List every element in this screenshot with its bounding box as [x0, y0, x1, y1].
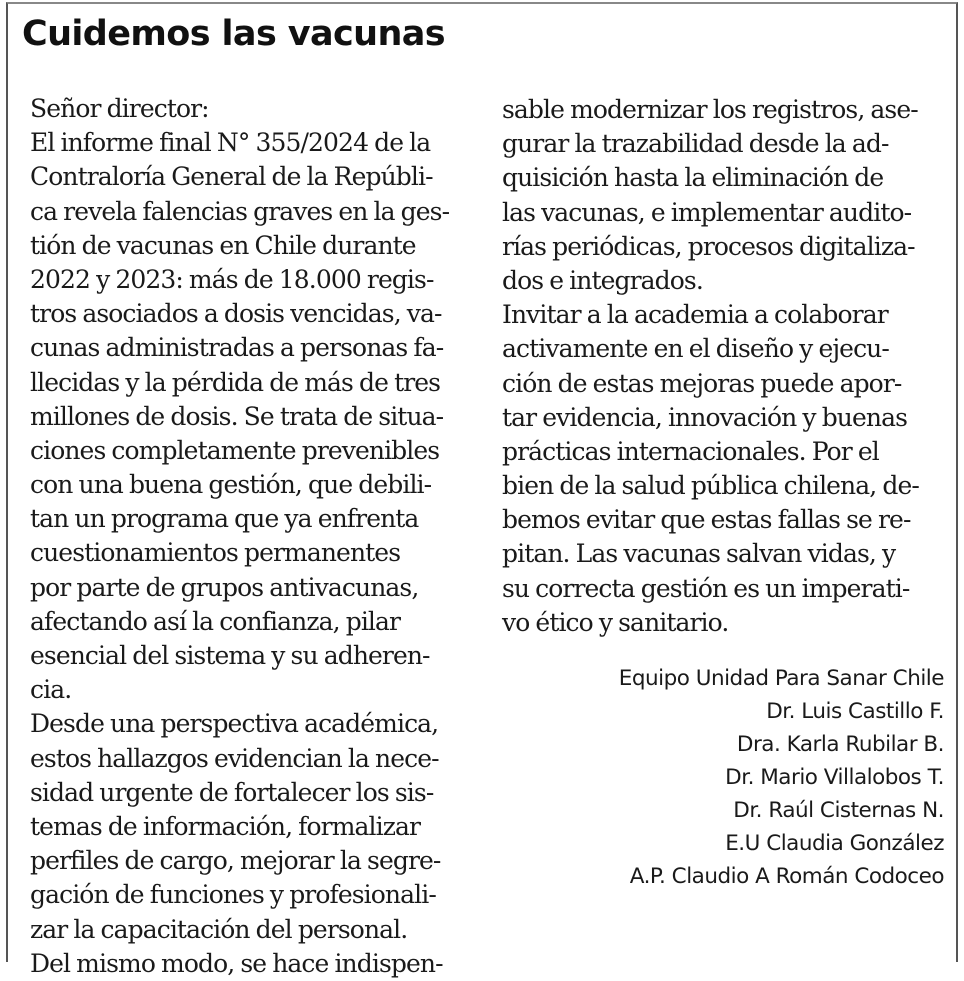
text-line: millones de dosis. Se trata de situa-	[30, 401, 444, 431]
text-line: tar evidencia, innovación y buenas	[502, 402, 908, 432]
text-line: ción de estas mejoras puede apor-	[502, 368, 902, 398]
signature-line: Dr. Luis Castillo F.	[766, 699, 944, 724]
text-line: Invitar a la academia a colaborar	[502, 300, 888, 330]
signature-line: Dr. Mario Villalobos T.	[725, 765, 944, 790]
text-line: ciones completamente prevenibles	[30, 435, 440, 465]
text-line: llecidas y la pérdida de más de tres	[30, 367, 441, 397]
text-line: tros asociados a dosis vencidas, va-	[30, 299, 442, 329]
text-line: El informe final N° 355/2024 de la	[30, 128, 431, 158]
text-line: Contraloría General de la Repúbli-	[30, 162, 433, 192]
text-line: activamente en el diseño y ejecu-	[502, 334, 889, 364]
text-line: Señor director:	[30, 94, 209, 123]
text-line: cuestionamientos permanentes	[30, 538, 401, 568]
text-line: con una buena gestión, que debili-	[30, 470, 432, 500]
signature-line: A.P. Claudio A Román Codoceo	[629, 864, 944, 889]
text-line: dos e integrados.	[502, 265, 703, 295]
text-line: rías periódicas, procesos digitaliza-	[502, 231, 915, 261]
signature-block	[619, 662, 944, 893]
text-line: prácticas internacionales. Por el	[502, 436, 879, 466]
text-line: estos hallazgos evidencian la nece-	[30, 743, 439, 773]
article-headline: Cuidemos las vacunas	[22, 14, 446, 54]
text-line: las vacunas, e implementar audito-	[502, 197, 912, 227]
text-line: afectando así la confianza, pilar	[30, 606, 401, 636]
text-line: tión de vacunas en Chile durante	[30, 230, 416, 260]
text-line: Desde una perspectiva académica,	[30, 709, 439, 739]
text-line: sidad urgente de fortalecer los sis-	[30, 777, 434, 807]
text-line: ca revela falencias graves en la ges-	[30, 196, 450, 226]
text-line: gación de funciones y profesionali-	[30, 880, 436, 910]
text-line: tan un programa que ya enfrenta	[30, 504, 419, 534]
text-line: sable modernizar los registros, ase-	[502, 95, 918, 124]
text-line: 2022 y 2023: más de 18.000 regis-	[30, 264, 434, 294]
text-line: temas de información, formalizar	[30, 811, 421, 841]
text-line: vo ético y sanitario.	[502, 607, 729, 637]
article-column-right	[502, 93, 950, 640]
article-column-left	[30, 92, 480, 981]
text-line: quisición hasta la eliminación de	[502, 163, 884, 193]
signature-line: Equipo Unidad Para Sanar Chile	[618, 666, 944, 691]
text-line: pitan. Las vacunas salvan vidas, y	[502, 539, 896, 569]
signature-line: Dra. Karla Rubilar B.	[736, 732, 944, 757]
signature-line: E.U Claudia González	[725, 831, 944, 856]
signature-line: Dr. Raúl Cisternas N.	[733, 798, 944, 823]
text-line: cunas administradas a personas fa-	[30, 333, 444, 363]
text-line: bien de la salud pública chilena, de-	[502, 471, 919, 501]
text-line: Del mismo modo, se hace indispen-	[30, 948, 443, 978]
text-line: su correcta gestión es un imperati-	[502, 573, 910, 603]
text-line: bemos evitar que estas fallas se re-	[502, 505, 911, 535]
text-line: cia.	[30, 675, 72, 705]
text-line: perfiles de cargo, mejorar la segre-	[30, 846, 441, 876]
text-line: por parte de grupos antivacunas,	[30, 572, 419, 602]
text-line: gurar la trazabilidad desde la ad-	[502, 129, 889, 159]
text-line: zar la capacitación del personal.	[30, 914, 408, 944]
text-line: esencial del sistema y su adheren-	[30, 641, 430, 670]
